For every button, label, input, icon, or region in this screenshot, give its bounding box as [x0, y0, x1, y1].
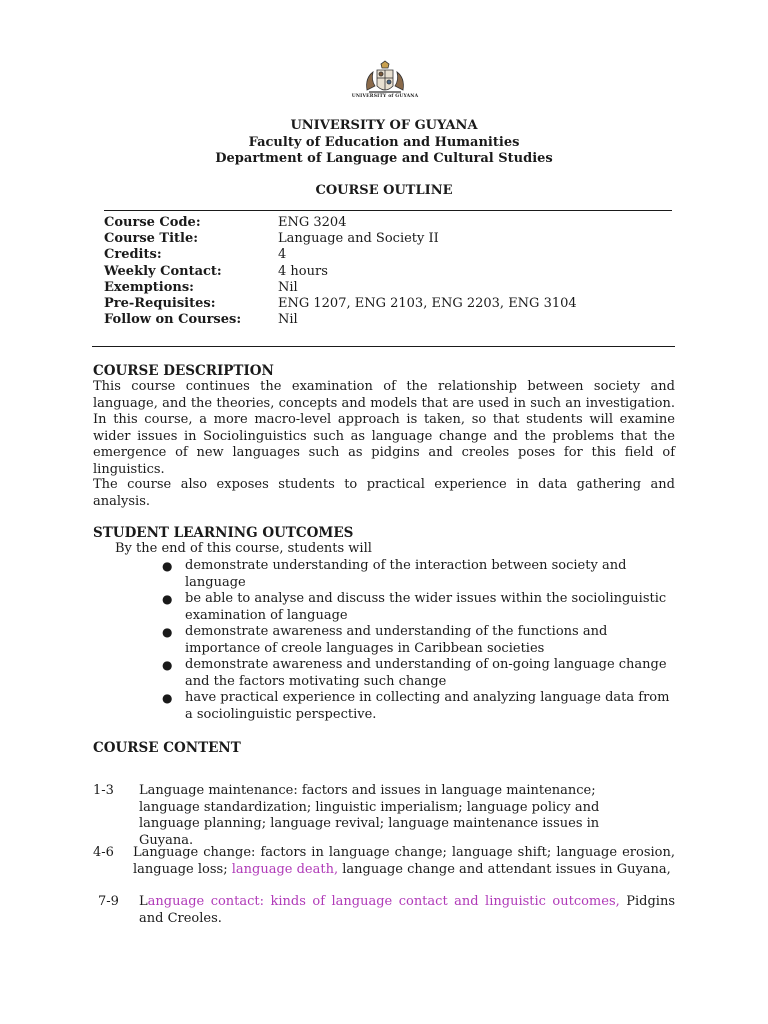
- document-title: COURSE OUTLINE: [315, 183, 453, 198]
- divider-top: [104, 210, 672, 211]
- content-item-weeks-7-9: [98, 894, 675, 927]
- info-label: Follow on Courses:: [104, 312, 242, 328]
- highlighted-text: language death,: [231, 861, 339, 877]
- content-text-part: L: [139, 894, 148, 909]
- divider-bottom: [92, 346, 675, 347]
- info-label: Pre-Requisites:: [104, 295, 216, 311]
- info-value: Nil: [278, 279, 298, 295]
- learning-outcomes-lead: By the end of this course, students will: [115, 541, 372, 556]
- course-content-heading: COURSE CONTENT: [93, 740, 241, 756]
- list-item: [160, 558, 680, 591]
- credits-row: [104, 247, 577, 263]
- outcome-text: have practical experience in collecting and analyzing language data from a sociolinguistic perspective.: [185, 690, 670, 722]
- content-weeks: 1-3: [93, 783, 114, 798]
- info-label: Exemptions:: [104, 279, 194, 295]
- course-info-table: [104, 215, 577, 328]
- info-label: Course Title:: [104, 231, 199, 247]
- content-text-part: Language change: factors in language change; language shift; language erosion, language loss;: [133, 845, 675, 877]
- outcome-text: be able to analyse and discuss the wider issues within the sociolinguistic examination of language: [185, 591, 667, 623]
- content-text-part: Pidgins and Creoles.: [139, 894, 675, 926]
- learning-outcomes-heading: STUDENT LEARNING OUTCOMES: [93, 525, 354, 541]
- list-item: [160, 657, 680, 690]
- info-label: Credits:: [104, 247, 162, 263]
- content-item-weeks-1-3: [93, 783, 633, 849]
- weekly-contact-row: [104, 264, 577, 280]
- bullet-icon: ●: [162, 625, 173, 639]
- course-description-heading: COURSE DESCRIPTION: [93, 363, 274, 379]
- department-name: Department of Language and Cultural Studies: [215, 151, 553, 166]
- logo-caption: UNIVERSITY of GUYANA: [351, 94, 419, 99]
- learning-outcomes-list: [160, 558, 680, 723]
- content-text: [133, 845, 675, 878]
- follow-on-courses-row: [104, 312, 577, 328]
- info-label: Course Code:: [104, 215, 201, 230]
- info-value: ENG 3204: [278, 215, 347, 230]
- content-text-part: language change and attendant issues in Guyana,: [338, 861, 671, 877]
- course-description-paragraph-2: The course also exposes students to practical experience in data gathering and analysis.: [93, 477, 675, 509]
- info-label: Weekly Contact:: [104, 263, 222, 279]
- course-code-row: [104, 215, 577, 231]
- outcome-text: demonstrate awareness and understanding of the functions and importance of creole languages in Caribbean societies: [185, 624, 608, 656]
- outcome-text: demonstrate understanding of the interaction between society and language: [185, 558, 627, 590]
- content-text: [139, 894, 675, 927]
- prerequisites-row: [104, 296, 577, 312]
- info-value: 4: [278, 247, 287, 263]
- course-description-paragraph: This course continues the examination of the relationship between society and language, and the theories, concepts and models that are used in such an investigation. In this course, a more macro-level approach is taken, so that students will examine wider issues in Sociolinguistics such as language change and the problems that the emergence of new languages such as pidgins and creoles poses for this field of linguistics.: [93, 379, 675, 477]
- course-title-row: [104, 231, 577, 247]
- info-value: Language and Society II: [278, 231, 439, 247]
- content-weeks: 7-9: [98, 894, 119, 909]
- content-text: Language maintenance: factors and issues in language maintenance; language standardization; linguistic imperialism; language policy and language planning; language revival; language maintenance issues in Guyana.: [139, 783, 600, 848]
- exemptions-row: [104, 280, 577, 296]
- university-name: UNIVERSITY OF GUYANA: [290, 118, 478, 133]
- outcome-text: demonstrate awareness and understanding of on-going language change and the factors motivating such change: [185, 657, 667, 689]
- bullet-icon: ●: [162, 691, 173, 705]
- list-item: [160, 690, 680, 723]
- content-item-weeks-4-6: [93, 845, 675, 878]
- faculty-name: Faculty of Education and Humanities: [248, 135, 520, 150]
- highlighted-text: anguage contact: kinds of language contact and linguistic outcomes,: [147, 894, 620, 909]
- list-item: [160, 624, 680, 657]
- bullet-icon: ●: [162, 592, 173, 606]
- info-value: Nil: [278, 312, 298, 328]
- bullet-icon: ●: [162, 559, 173, 573]
- list-item: [160, 591, 680, 624]
- content-weeks: 4-6: [93, 845, 114, 860]
- info-value: ENG 1207, ENG 2103, ENG 2203, ENG 3104: [278, 295, 577, 311]
- info-value: 4 hours: [278, 263, 328, 279]
- bullet-icon: ●: [162, 658, 173, 672]
